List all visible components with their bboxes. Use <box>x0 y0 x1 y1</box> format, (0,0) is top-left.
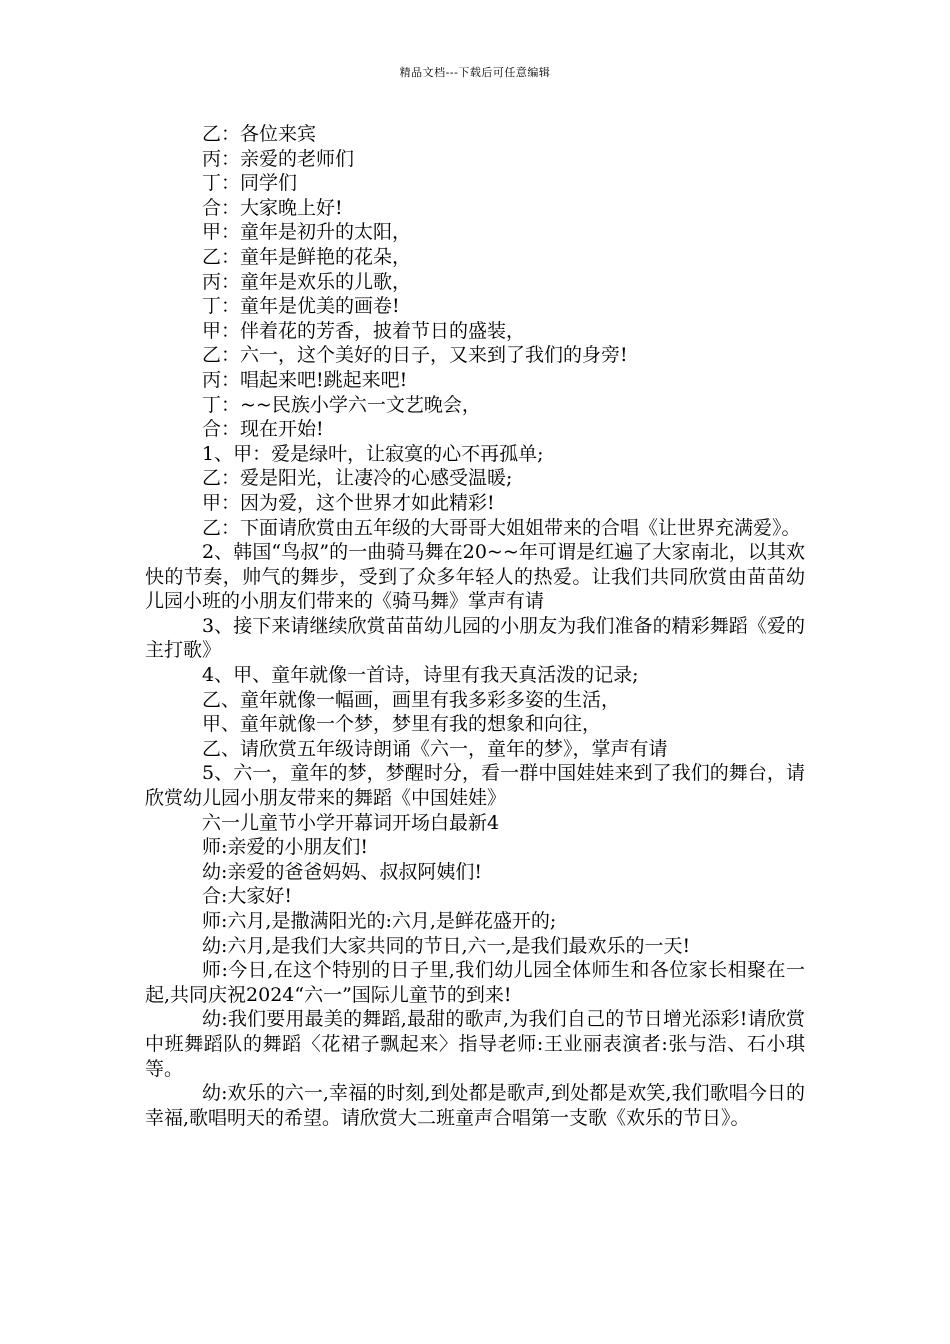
text-line: 甲：因为爱，这个世界才如此精彩! <box>202 491 495 514</box>
text-line: 乙：童年是鲜艳的花朵， <box>202 245 412 268</box>
text-line: 合：大家晚上好! <box>202 196 343 219</box>
text-line: 师:亲爱的小朋友们! <box>202 836 369 859</box>
text-line: 丁：同学们 <box>202 172 298 195</box>
text-line: 幼:六月,是我们大家共同的节日,六一,是我们最欢乐的一天! <box>202 934 691 957</box>
paragraph: 师:今日,在这个特别的日子里,我们幼儿园全体师生和各位家长相聚在一起,共同庆祝2024“六一”国际儿童节的到来! <box>145 959 805 1006</box>
paragraph: 幼:欢乐的六一,幸福的时刻,到处都是歌声,到处都是欢笑,我们歌唱今日的幸福,歌唱明天的希望。请欣赏大二班童声合唱第一支歌《欢乐的节日》。 <box>145 1082 805 1129</box>
text-line: 合:大家好! <box>202 885 293 908</box>
paragraph: 5、六一，童年的梦，梦醒时分，看一群中国娃娃来到了我们的舞台，请欣赏幼儿园小朋友带来的舞蹈《中国娃娃》 <box>145 762 805 810</box>
text-line: 乙、请欣赏五年级诗朗诵《六一，童年的梦》，掌声有请 <box>202 737 668 760</box>
paragraph: 2、韩国“鸟叔”的一曲骑马舞在20~~年可谓是红遍了大家南北，以其欢快的节奏，帅气的舞步，受到了众多年轻人的热爱。让我们共同欣赏由苗苗幼儿园小班的小朋友们带来的《骑马舞》掌声有请 <box>145 541 805 613</box>
text-line: 丙：童年是欢乐的儿歌， <box>202 270 412 293</box>
text-line: 幼:亲爱的爸爸妈妈、叔叔阿姨们! <box>202 860 483 883</box>
paragraph: 幼:我们要用最美的舞蹈,最甜的歌声,为我们自己的节日增光添彩!请欣赏中班舞蹈队的舞蹈〈花裙子飘起来〉指导老师:王业丽表演者:张与浩、石小琪等。 <box>145 1008 805 1080</box>
text-line: 乙：各位来宾 <box>202 123 317 145</box>
document-body <box>145 122 805 1130</box>
text-line: 丙：亲爱的老师们 <box>202 147 355 170</box>
text-line: 甲：童年是初升的太阳， <box>202 221 412 244</box>
paragraph: 乙：下面请欣赏由五年级的大哥哥大姐姐带来的合唱《让世界充满爱》。 <box>202 516 801 539</box>
paragraph: 3、接下来请继续欣赏苗苗幼儿园的小朋友为我们准备的精彩舞蹈《爱的主打歌》 <box>145 614 805 662</box>
text-line: 丁：童年是优美的画卷! <box>202 295 400 318</box>
text-line: 丁：~~民族小学六一文艺晚会， <box>202 393 481 416</box>
text-line: 师:六月,是撒满阳光的:六月,是鲜花盛开的; <box>202 910 557 932</box>
text-line: 4、甲、童年就像一首诗，诗里有我天真活泼的记录; <box>202 664 639 687</box>
text-line: 乙、童年就像一幅画，画里有我多彩多姿的生活， <box>202 688 621 711</box>
text-line: 乙：爱是阳光，让凄冷的心感受温暖; <box>202 467 513 490</box>
text-line: 丙：唱起来吧!跳起来吧! <box>202 368 408 391</box>
text-line: 甲、童年就像一个梦，梦里有我的想象和向往， <box>202 713 602 736</box>
text-line: 乙：六一，这个美好的日子，又来到了我们的身旁! <box>202 344 628 367</box>
text-line: 1、甲：爱是绿叶，让寂寞的心不再孤单; <box>202 442 544 465</box>
text-line: 合：现在开始! <box>202 418 324 441</box>
page-header: 精品文档---下载后可任意编辑 <box>399 66 551 79</box>
text-line: 甲：伴着花的芳香，披着节日的盛装， <box>202 319 526 342</box>
section-title: 六一儿童节小学开幕词开场白最新4 <box>202 811 500 834</box>
